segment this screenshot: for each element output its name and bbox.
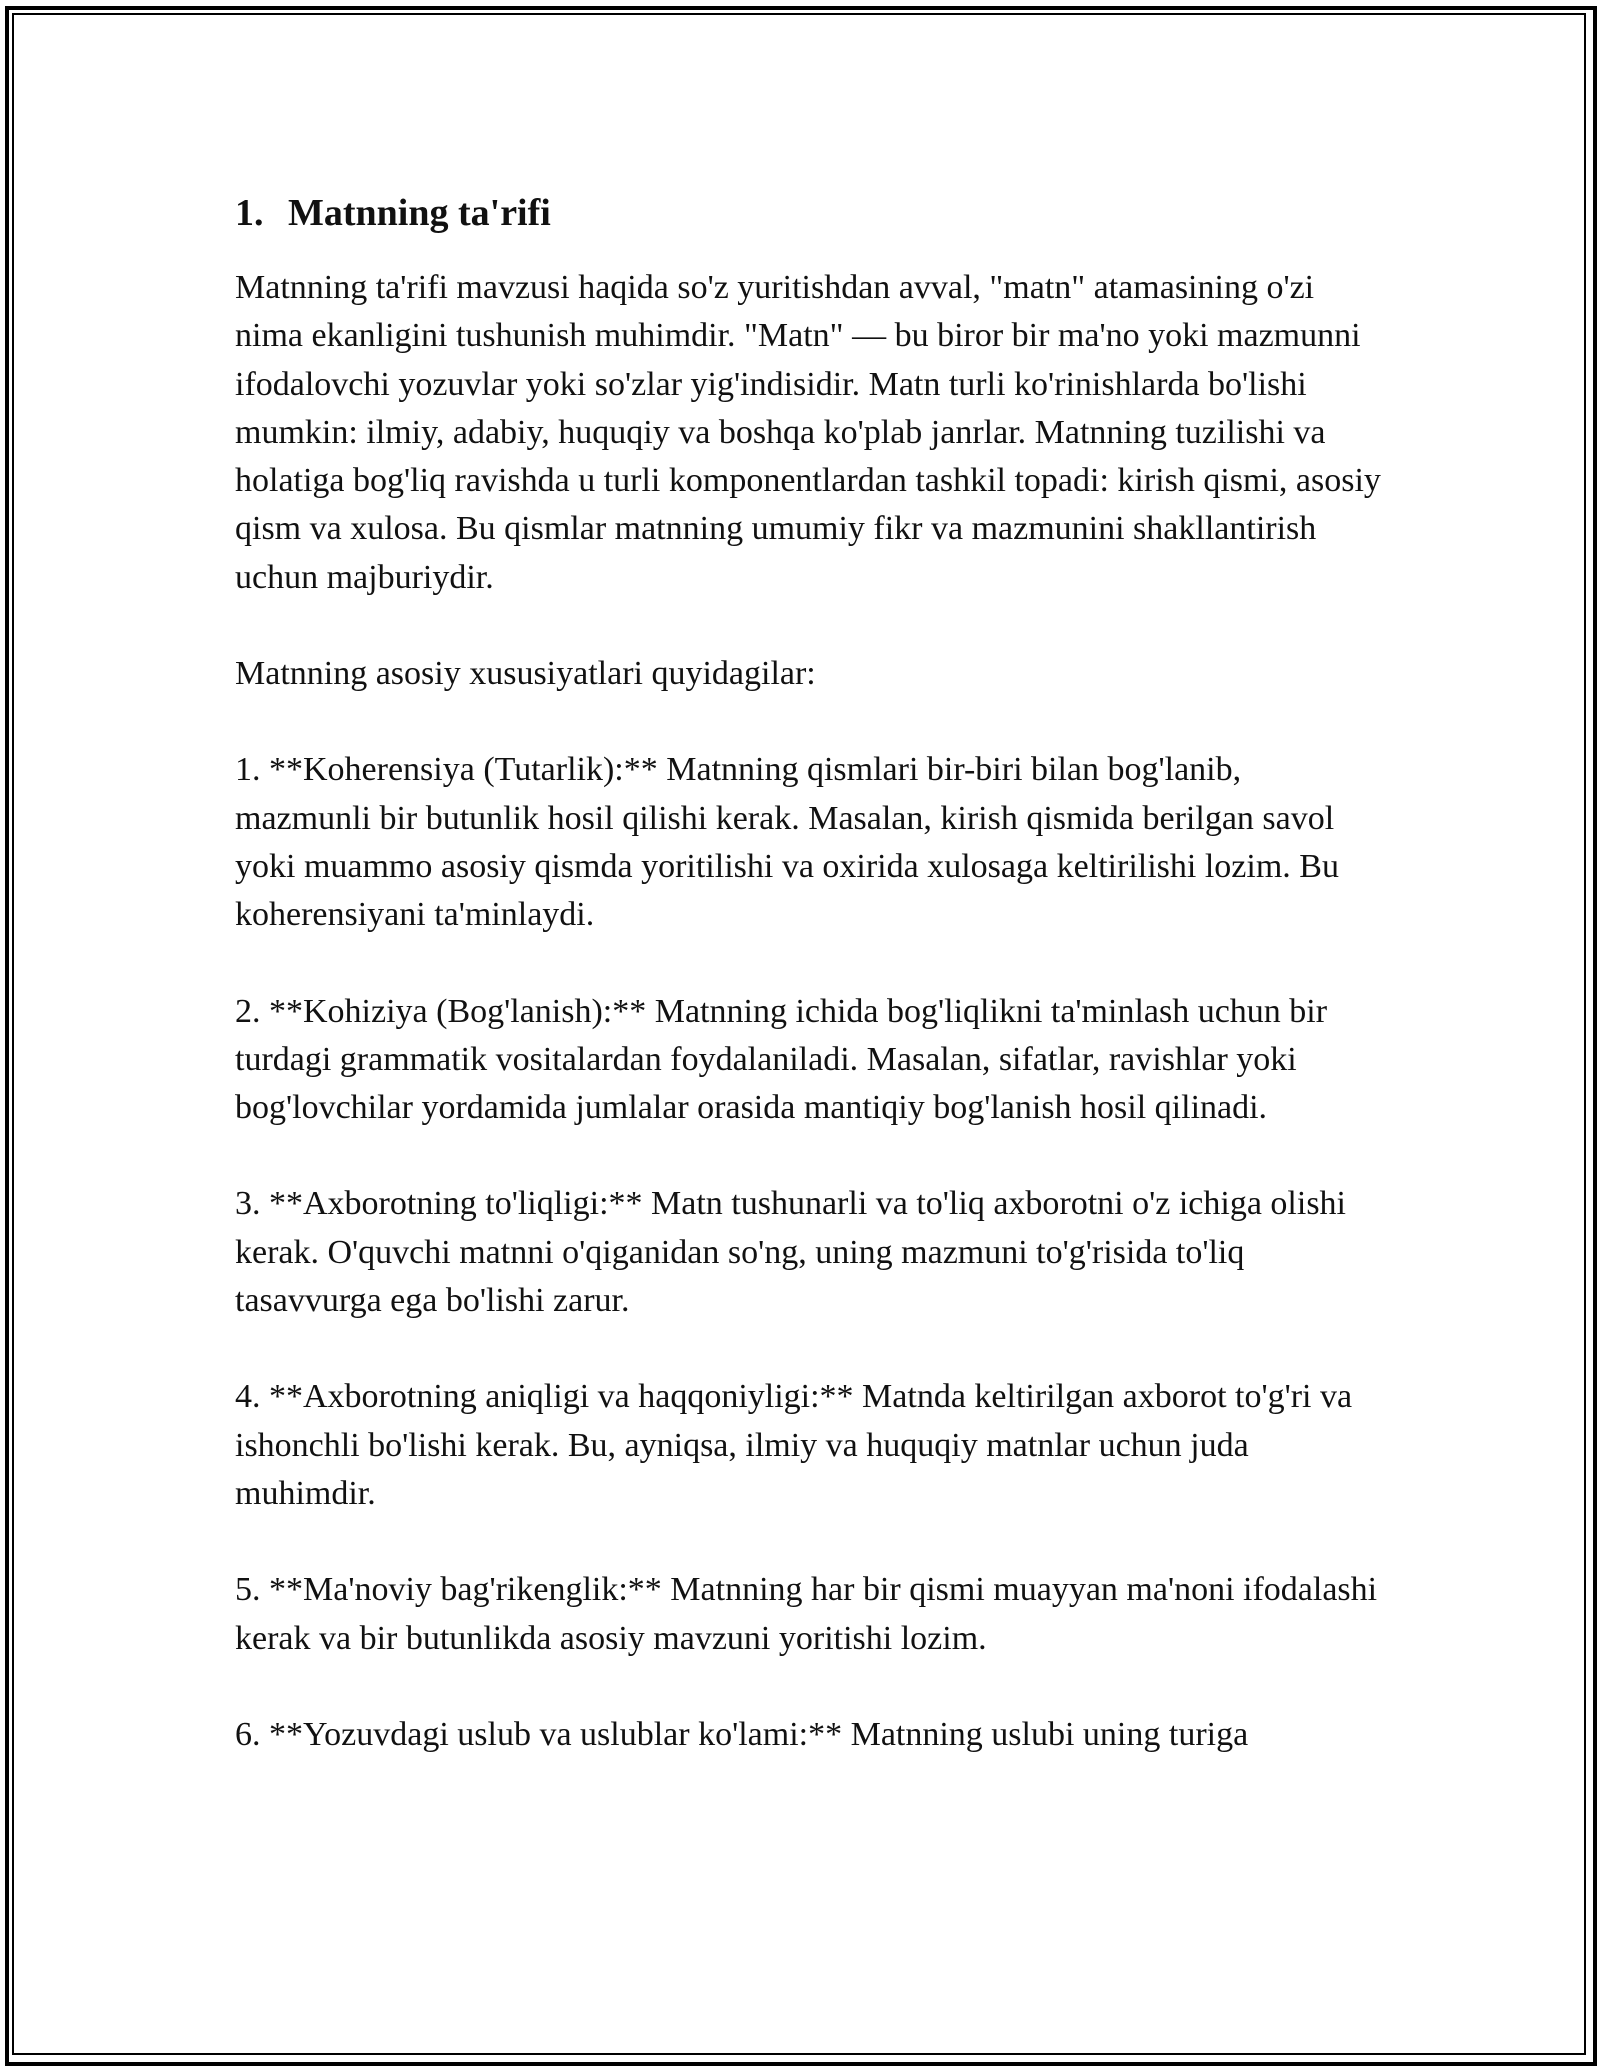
- properties-intro: Matnning asosiy xususiyatlari quyidagilar:: [235, 655, 816, 693]
- property-item-coherence: 1. **Koherensiya (Tutarlik):** Matnning qismlari bir-biri bilan bog'lanib, mazmunli bir butunlik hosil qilishi kerak. Masalan, kirish qismida berilgan savol yoki muammo asosiy qismda yoritilishi va oxirida xulosaga keltirilishi lozim. Bu koherensiyani ta'minlaydi.: [235, 751, 1339, 934]
- intro-paragraph: Matnning ta'rifi mavzusi haqida so'z yuritishdan avval, "matn" atamasining o'zi nima ekanligini tushunish muhimdir. "Matn" — bu biror bir ma'no yoki mazmunni ifodalovchi yozuvlar yoki so'zlar yig'indisidir. Matn turli ko'rinishlarda bo'lishi mumkin: ilmiy, adabiy, huquqiy va boshqa ko'plab janrlar. Matnning tuzilishi va holatiga bog'liq ravishda u turli komponentlardan tashkil topadi: kirish qismi, asosiy qism va xulosa. Bu qismlar matnning umumiy fikr va mazmunini shakllantirish uchun majburiydir.: [235, 269, 1381, 596]
- property-item-completeness: 3. **Axborotning to'liqligi:** Matn tushunarli va to'liq axborotni o'z ichiga olishi kerak. O'quvchi matnni o'qiganidan so'ng, uning mazmuni to'g'risida to'liq tasavvurga ega bo'lishi zarur.: [235, 1185, 1346, 1320]
- section-title: Matnning ta'rifi: [288, 192, 551, 234]
- property-item-accuracy: 4. **Axborotning aniqligi va haqqoniyligi:** Matnda keltirilgan axborot to'g'ri va ishonchli bo'lishi kerak. Bu, ayniqsa, ilmiy va huquqiy matnlar uchun juda muhimdir.: [235, 1378, 1353, 1512]
- section-number: 1.: [235, 192, 264, 234]
- section-heading: [235, 180, 1385, 246]
- document-body: [235, 180, 1385, 1807]
- property-item-semantic-unity: 5. **Ma'noviy bag'rikenglik:** Matnning har bir qismi muayyan ma'noni ifodalashi kerak va bir butunlikda asosiy mavzuni yoritishi lozim.: [235, 1571, 1378, 1657]
- property-item-cohesion: 2. **Kohiziya (Bog'lanish):** Matnning ichida bog'liqlikni ta'minlash uchun bir turdagi grammatik vositalardan foydalaniladi. Masalan, sifatlar, ravishlar yoki bog'lovchilar yordamida jumlalar orasida mantiqiy bog'lanish hosil qilinadi.: [235, 992, 1328, 1127]
- property-item-style: 6. **Yozuvdagi uslub va uslublar ko'lami:** Matnning uslubi uning turiga: [235, 1715, 1249, 1753]
